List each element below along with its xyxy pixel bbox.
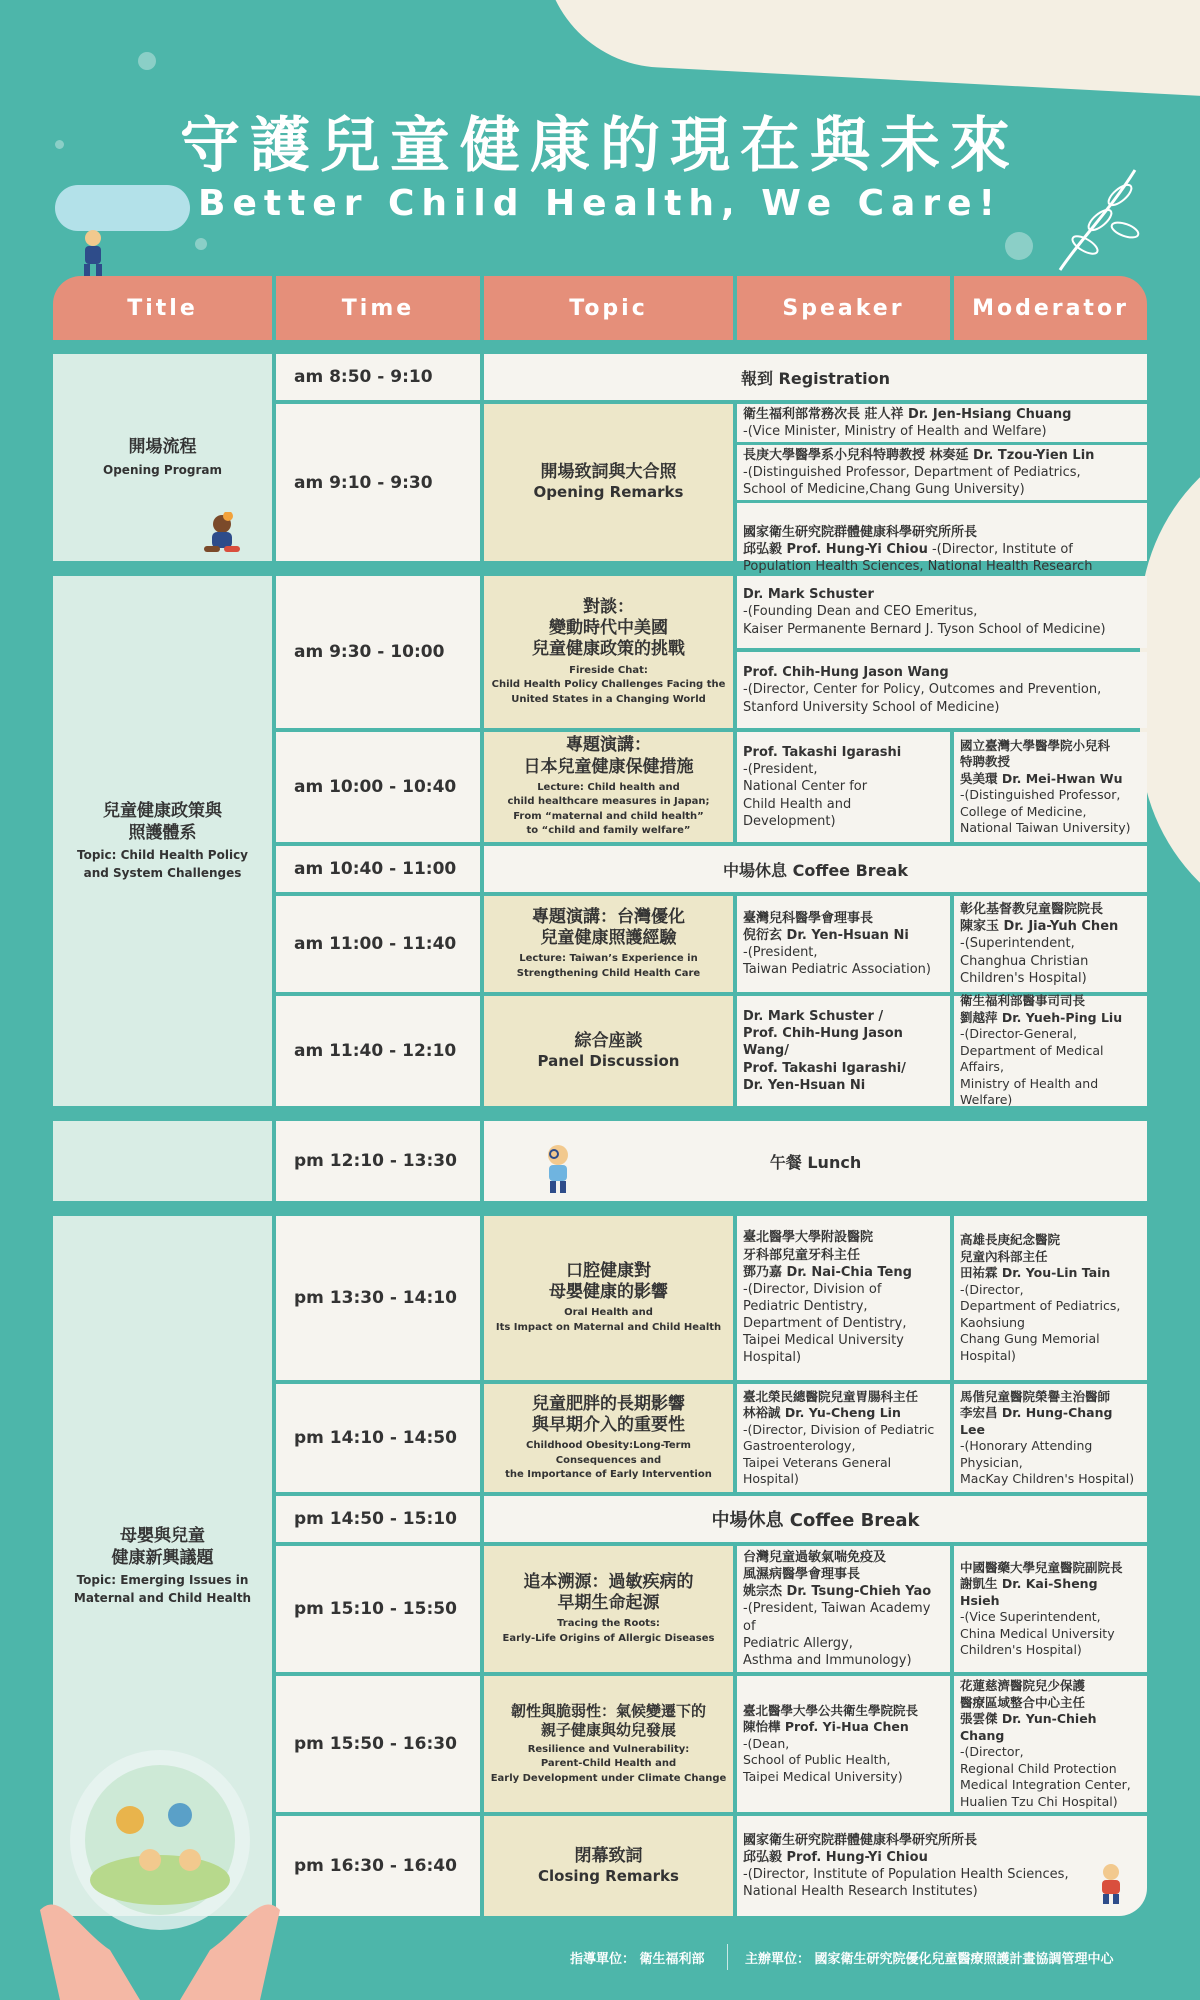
topic-cell — [484, 896, 733, 992]
speaker-name: 衛生福利部常務次長 莊人祥 Dr. Jen-Hsiang Chuang — [743, 406, 1072, 422]
speaker-name: 臺北醫學大學公共衛生學院院長 陳怡樺 Prof. Yi-Hua Chen — [743, 1702, 919, 1735]
time-slot: pm 14:10 - 14:50 — [276, 1384, 480, 1492]
speaker-desc: -(Founding Dean and CEO Emeritus, Kaiser Permanente Bernard J. Tyson School of Medicine) — [743, 604, 1106, 637]
speaker-cell — [737, 1384, 950, 1492]
coffee-break-row — [484, 1496, 1147, 1542]
speaker-name: 臺北醫學大學附設醫院 牙科部兒童牙科主任 鄧乃嘉 Dr. Nai-Chia Teng — [743, 1230, 912, 1280]
section-title-zh: 母嬰與兒童 健康新興議題 — [111, 1525, 214, 1568]
speaker-cell — [737, 445, 1147, 500]
topic-cell — [484, 404, 733, 561]
footer-guide-label: 指導單位： — [570, 1952, 636, 1967]
section-title-en: Topic: Child Health Policy and System Challenges — [76, 848, 249, 881]
topic-cell — [484, 732, 733, 842]
speaker-desc: -(Vice Minister, Ministry of Health and Welfare) — [743, 424, 1047, 439]
speaker-name: 國家衛生研究院群體健康科學研究所所長 邱弘毅 Prof. Hung-Yi Chiou — [743, 1832, 978, 1865]
time-slot: pm 12:10 - 13:30 — [276, 1121, 480, 1201]
speaker-name: 國家衛生研究院群體健康科學研究所所長 邱弘毅 Prof. Hung-Yi Chiou — [743, 525, 978, 558]
moderator-cell — [954, 993, 1147, 1108]
speaker-desc: -(President, National Center for Child Health and Development) — [743, 762, 868, 829]
topic-cell — [484, 1676, 733, 1812]
speaker-cell — [737, 652, 1147, 728]
moderator-desc: -(Distinguished Professor, College of Medicine, National Taiwan University) — [960, 787, 1131, 835]
topic-zh: 專題演講： 日本兒童健康保健措施 — [523, 735, 694, 777]
speaker-cell — [737, 404, 1147, 442]
label-zh: 中場休息 — [711, 1510, 784, 1531]
moderator-cell — [954, 732, 1147, 842]
speaker-cell — [737, 1216, 950, 1380]
moderator-name: 花蓮慈濟醫院兒少保護 醫療區域整合中心主任 張雲傑 Dr. Yun-Chieh Chang — [960, 1678, 1097, 1743]
speaker-name: Prof. Chih-Hung Jason Wang — [743, 665, 949, 681]
topic-zh: 綜合座談 — [574, 1030, 643, 1051]
time-slot: am 9:10 - 9:30 — [276, 404, 480, 561]
topic-zh: 口腔健康對 母嬰健康的影響 — [549, 1260, 668, 1302]
section-title-en: Opening Program — [103, 462, 222, 477]
speaker-desc: -(Director, Division of Pediatric Gastroenterology, Taipei Veterans General Hospital) — [743, 1421, 935, 1486]
speaker-cell — [737, 996, 950, 1106]
moderator-name: 彰化基督教兒童醫院院長 陳家玉 Dr. Jia-Yuh Chen — [960, 902, 1119, 935]
footer-separator — [727, 1944, 728, 1970]
moderator-name: 國立臺灣大學醫學院小兒科 特聘教授 吳美環 Dr. Mei-Hwan Wu — [960, 737, 1123, 786]
time-slot: pm 15:10 - 15:50 — [276, 1546, 480, 1672]
topic-en: Panel Discussion — [537, 1051, 680, 1070]
moderator-desc: -(Director, Regional Child Protection Medical Integration Center, Hualien Tzu Chi Hospital) — [960, 1744, 1131, 1809]
topic-en: Lecture: Taiwan’s Experience in Strengthening Child Health Care — [516, 953, 701, 979]
child-illustration — [200, 512, 244, 558]
topic-cell — [484, 576, 733, 728]
time-slot: am 10:40 - 11:00 — [276, 846, 480, 892]
topic-cell — [484, 1816, 733, 1916]
label-zh: 報到 — [740, 368, 773, 388]
moderator-desc: -(Director-General, Department of Medical Affairs, Ministry of Health and Welfare) — [960, 1026, 1104, 1108]
decor-bubble — [1005, 232, 1033, 260]
moderator-name: 衛生福利部醫事司司長 劉越萍 Dr. Yueh-Ping Liu — [960, 993, 1123, 1025]
speaker-desc: -(Director, Institute of Population Health Sciences, National Health Research Institutes) — [743, 1867, 1069, 1900]
topic-cell — [484, 1546, 733, 1672]
footer-host-label: 主辦單位： — [745, 1952, 811, 1967]
speaker-name: 台灣兒童過敏氣喘免疫及 風濕病醫學會理事長 姚宗杰 Dr. Tsung-Chieh Yao — [743, 1549, 932, 1600]
time-slot: pm 13:30 - 14:10 — [276, 1216, 480, 1380]
speaker-cell — [737, 576, 1147, 648]
page-subtitle: Better Child Health, We Care! — [198, 183, 1002, 224]
topic-zh: 對談： 變動時代中美國 兒童健康政策的挑戰 — [532, 596, 685, 660]
moderator-desc: -(Honorary Attending Physician, MacKay Children's Hospital) — [960, 1438, 1135, 1486]
time-slot: pm 15:50 - 16:30 — [276, 1676, 480, 1812]
topic-en: Closing Remarks — [538, 1866, 679, 1885]
moderator-desc: -(Vice Superintendent, China Medical University Children's Hospital) — [960, 1609, 1115, 1657]
moderator-cell — [954, 1216, 1147, 1380]
moderator-name: 中國醫藥大學兒童醫院副院長 謝凱生 Dr. Kai-Sheng Hsieh — [960, 1559, 1123, 1608]
column-header-title: Title — [53, 276, 272, 340]
hands-holding-globe-illustration — [30, 1740, 290, 2000]
speaker-name: 臺北榮民總醫院兒童胃腸科主任 林裕誠 Dr. Yu-Cheng Lin — [743, 1388, 919, 1420]
lunch-row — [484, 1121, 1147, 1201]
speaker-desc: -(Dean, School of Public Health, Taipei Medical University) — [743, 1735, 903, 1784]
speaker-name: 長庚大學醫學系小兒科特聘教授 林奏延 Dr. Tzou-Yien Lin — [743, 447, 1095, 463]
label-en: Coffee Break — [789, 1510, 920, 1531]
speaker-name: 臺灣兒科醫學會理事長 倪衍玄 Dr. Yen-Hsuan Ni — [743, 910, 909, 943]
speaker-cell — [737, 1546, 950, 1672]
time-slot: am 10:00 - 10:40 — [276, 732, 480, 842]
topic-cell — [484, 1384, 733, 1492]
moderator-cell — [954, 1546, 1147, 1672]
speaker-desc: -(Director, Center for Policy, Outcomes and Prevention, Stanford University School of Medicine) — [743, 682, 1102, 715]
speaker-cell — [737, 503, 1147, 575]
moderator-desc: -(Superintendent, Changhua Christian Children's Hospital) — [960, 936, 1089, 986]
section-title-en: Topic: Emerging Issues in Maternal and Child Health — [73, 1573, 252, 1606]
section-title-zh: 開場流程 — [128, 437, 197, 458]
topic-cell — [484, 996, 733, 1106]
section-child-health-policy — [53, 576, 272, 1106]
footer-guide: 衛生福利部 — [639, 1952, 705, 1967]
footer-host: 國家衛生研究院優化兒童醫療照護計畫協調管理中心 — [814, 1952, 1114, 1967]
column-header-time: Time — [276, 276, 480, 340]
speaker-desc: -(Director, Institute of Population Health Sciences, National Health Research — [743, 542, 1093, 575]
topic-en: Tracing the Roots: Early-Life Origins of Allergic Diseases — [502, 1618, 715, 1644]
time-slot: am 11:40 - 12:10 — [276, 996, 480, 1106]
label-zh: 中場休息 — [723, 860, 788, 880]
label-en: Lunch — [807, 1152, 862, 1172]
moderator-name: 高雄長庚紀念醫院 兒童內科部主任 田祐霖 Dr. You-Lin Tain — [960, 1232, 1111, 1280]
moderator-cell — [954, 1384, 1147, 1492]
label-en: Coffee Break — [792, 860, 908, 880]
speaker-cell — [737, 896, 950, 992]
column-header-topic: Topic — [484, 276, 733, 340]
topic-en: Resilience and Vulnerability: Parent-Child Health and Early Development under Climate Change — [490, 1743, 727, 1784]
topic-zh: 專題演講：台灣優化 兒童健康照護經驗 — [532, 906, 685, 948]
speaker-cell — [737, 1676, 950, 1812]
topic-cell — [484, 1216, 733, 1380]
topic-en: Opening Remarks — [533, 483, 684, 502]
section-lunch — [53, 1121, 272, 1201]
topic-zh: 閉幕致詞 — [574, 1845, 643, 1866]
time-slot: am 8:50 - 9:10 — [276, 354, 480, 400]
moderator-cell — [954, 1676, 1147, 1812]
time-slot: am 11:00 - 11:40 — [276, 896, 480, 992]
speaker-desc: -(Director, Division of Pediatric Dentistry, Department of Dentistry, Taipei Medical University Hospital) — [743, 1281, 907, 1366]
speaker-name: Dr. Mark Schuster — [743, 587, 874, 603]
coffee-break-row — [484, 846, 1147, 892]
background-wave-right — [1140, 420, 1200, 940]
speaker-desc: -(President, Taiwan Academy of Pediatric Allergy, Asthma and Immunology) — [743, 1601, 931, 1668]
speaker-cell — [737, 1816, 1147, 1916]
section-title-zh: 兒童健康政策與 照護體系 — [103, 800, 222, 843]
label-en: Registration — [778, 368, 891, 388]
speaker-name: Prof. Takashi Igarashi — [743, 745, 902, 761]
time-slot: am 9:30 - 10:00 — [276, 576, 480, 728]
speaker-cell — [737, 732, 950, 842]
registration-row — [484, 354, 1147, 400]
decor-bubble — [195, 238, 207, 250]
topic-en: Childhood Obesity:Long-Term Consequences and the Importance of Early Intervention — [505, 1440, 712, 1480]
child-illustration — [1094, 1862, 1128, 1908]
topic-en: Oral Health and Its Impact on Maternal and Child Health — [495, 1307, 722, 1333]
background-wave — [537, 0, 1200, 99]
column-header-speaker: Speaker — [737, 276, 950, 340]
time-slot: pm 16:30 - 16:40 — [276, 1816, 480, 1916]
topic-zh: 兒童肥胖的長期影響 與早期介入的重要性 — [532, 1393, 685, 1435]
speaker-desc: -(Distinguished Professor, Department of Pediatrics, School of Medicine,Chang Gung University) — [743, 464, 1081, 498]
child-with-magnifier-illustration — [540, 1143, 576, 1199]
time-slot: pm 14:50 - 15:10 — [276, 1496, 480, 1542]
topic-zh: 追本溯源：過敏疾病的 早期生命起源 — [523, 1571, 694, 1613]
moderator-cell — [954, 896, 1147, 992]
moderator-name: 馬偕兒童醫院榮譽主治醫師 李宏昌 Dr. Hung-Chang Lee — [960, 1388, 1113, 1437]
topic-en: Lecture: Child health and child healthcare measures in Japan; From “maternal and child health” to “child and family welfare” — [507, 781, 710, 837]
moderator-desc: -(Director, Department of Pediatrics, Kaohsiung Chang Gung Memorial Hospital) — [960, 1281, 1121, 1363]
label-zh: 午餐 — [769, 1152, 802, 1172]
topic-zh: 韌性與脆弱性：氣候變遷下的 親子健康與幼兒發展 — [510, 1702, 706, 1739]
page-title: 守護兒童健康的現在與未來 — [180, 111, 1020, 181]
speaker-name: Dr. Mark Schuster / Prof. Chih-Hung Jason Wang/ Prof. Takashi Igarashi/ Dr. Yen-Hsuan Ni — [743, 1009, 906, 1093]
speaker-desc: -(President, Taiwan Pediatric Association) — [743, 945, 931, 978]
column-header-moderator: Moderator — [954, 276, 1147, 340]
decor-bubble — [138, 52, 156, 70]
topic-zh: 開場致詞與大合照 — [540, 462, 677, 483]
topic-en: Fireside Chat: Child Health Policy Challenges Facing the United States in a Changing World — [491, 664, 726, 705]
